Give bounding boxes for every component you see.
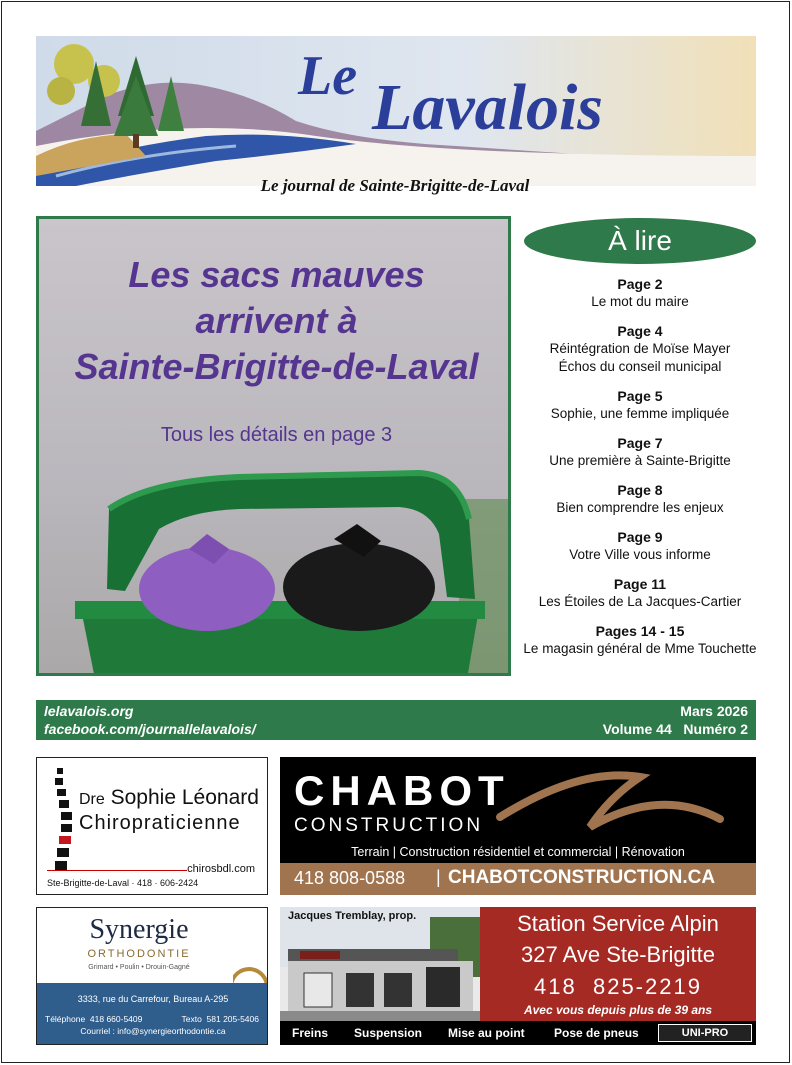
service-suspension: Suspension	[354, 1026, 423, 1040]
doctor-title: Chiropraticienne	[79, 812, 241, 834]
info-bar	[36, 700, 756, 740]
synergie-doctors: Grimard • Poulin • Drouin-Gagné	[88, 964, 190, 971]
alpin-phone[interactable]: 418 825-2219	[534, 974, 702, 999]
chabot-phone[interactable]: 418 808-0588	[294, 868, 406, 888]
uni-pro-logo: UNI-PRO	[658, 1024, 752, 1042]
service-mise-au-point: Mise au point	[448, 1026, 525, 1040]
chabot-services: Terrain | Construction résidentiel et commercial | Rénovation	[351, 845, 685, 859]
website-link[interactable]: lelavalois.org	[44, 703, 134, 719]
toc-page-number: Page 7	[617, 435, 663, 451]
chiro-location-phone: Ste-Brigitte-de-Laval · 418 · 606-2424	[47, 878, 199, 888]
alpin-owner: Jacques Tremblay, prop.	[288, 910, 417, 922]
title-lavalois: Lavalois	[372, 71, 603, 144]
doctor-name: Dre Sophie Léonard	[79, 786, 259, 809]
ad-synergie-orthodontie[interactable]	[36, 907, 268, 1045]
table-of-contents	[520, 276, 760, 670]
toc-item-page-4[interactable]	[520, 323, 760, 376]
service-pose-de-pneus: Pose de pneus	[554, 1026, 639, 1040]
toc-page-number: Page 11	[613, 576, 667, 592]
chabot-website[interactable]: CHABOTCONSTRUCTION.CA	[448, 867, 716, 888]
spine-icon	[45, 766, 81, 876]
toc-title: Votre Ville vous informe	[569, 547, 711, 562]
synergie-name: Synergie	[89, 914, 189, 945]
ad-station-service-alpin[interactable]	[280, 907, 756, 1045]
toc-item-page-5[interactable]	[520, 388, 760, 423]
toc-item-pages-14-15[interactable]	[520, 623, 760, 658]
synergie-email[interactable]: Courriel : info@synergieorthodontie.ca	[80, 1026, 226, 1036]
toc-page-number: Page 2	[617, 276, 663, 292]
alpin-name: Station Service Alpin	[517, 911, 719, 936]
issue-volume: Volume 44 Numéro 2	[602, 721, 748, 737]
title-le: Le	[298, 45, 358, 107]
toc-title: Le magasin général de Mme Touchette	[523, 641, 757, 656]
toc-item-page-11[interactable]	[520, 576, 760, 611]
masthead-banner	[36, 36, 756, 186]
toc-title: Bien comprendre les enjeux	[556, 500, 724, 515]
toc-page-number: Pages 14 - 15	[595, 623, 685, 639]
toc-item-page-8[interactable]	[520, 482, 760, 517]
garage-building-icon	[280, 907, 480, 1021]
cover-subline: Tous les détails en page 3	[160, 424, 393, 446]
toc-title: Échos du conseil municipal	[558, 359, 722, 374]
service-freins: Freins	[292, 1026, 329, 1040]
issue-date: Mars 2026	[680, 703, 748, 719]
synergie-phone[interactable]: Téléphone 418 660-5409	[45, 1014, 143, 1024]
headline-line-3: Sainte-Brigitte-de-Laval	[74, 346, 479, 387]
ad-chiropractor[interactable]	[36, 757, 268, 895]
chabot-separator: |	[436, 867, 441, 887]
toc-title: Réintégration de Moïse Mayer	[549, 341, 731, 356]
chiro-website[interactable]: chirosbdl.com	[187, 863, 255, 875]
headline-line-2: arrivent à	[195, 300, 358, 341]
cover-headline	[39, 252, 511, 390]
info-links	[44, 702, 256, 738]
toc-title: Sophie, une femme impliquée	[550, 406, 730, 421]
chabot-sub: CONSTRUCTION	[294, 815, 484, 836]
headline-line-1: Les sacs mauves	[128, 254, 425, 295]
ad-chabot-construction[interactable]	[280, 757, 756, 895]
synergie-sub: ORTHODONTIE	[87, 948, 191, 960]
cover-story[interactable]	[36, 216, 511, 676]
synergie-texto[interactable]: Texto 581 205-5406	[181, 1014, 259, 1024]
toc-item-page-7[interactable]	[520, 435, 760, 470]
alpin-address: 327 Ave Ste-Brigitte	[520, 942, 716, 967]
divider	[47, 870, 187, 871]
toc-item-page-2[interactable]	[520, 276, 760, 311]
toc-page-number: Page 8	[617, 482, 663, 498]
alpin-since: Avec vous depuis plus de 39 ans	[523, 1003, 713, 1017]
chabot-name: CHABOT	[294, 767, 510, 814]
facebook-link[interactable]: facebook.com/journallelavalois/	[44, 721, 256, 737]
toc-title: Le mot du maire	[591, 294, 689, 309]
garage-photo	[280, 907, 480, 1021]
toc-title: Les Étoiles de La Jacques-Cartier	[538, 594, 742, 609]
synergie-address: 3333, rue du Carrefour, Bureau A-295	[77, 994, 229, 1004]
toc-item-page-9[interactable]	[520, 529, 760, 564]
toc-page-number: Page 5	[617, 388, 663, 404]
toc-page-number: Page 9	[617, 529, 663, 545]
issue-info	[603, 702, 748, 738]
toc-page-number: Page 4	[617, 323, 663, 339]
toc-title: Une première à Sainte-Brigitte	[549, 453, 731, 468]
alire-heading: À lire	[524, 218, 756, 264]
tagline: Le journal de Sainte-Brigitte-de-Laval	[260, 176, 530, 195]
